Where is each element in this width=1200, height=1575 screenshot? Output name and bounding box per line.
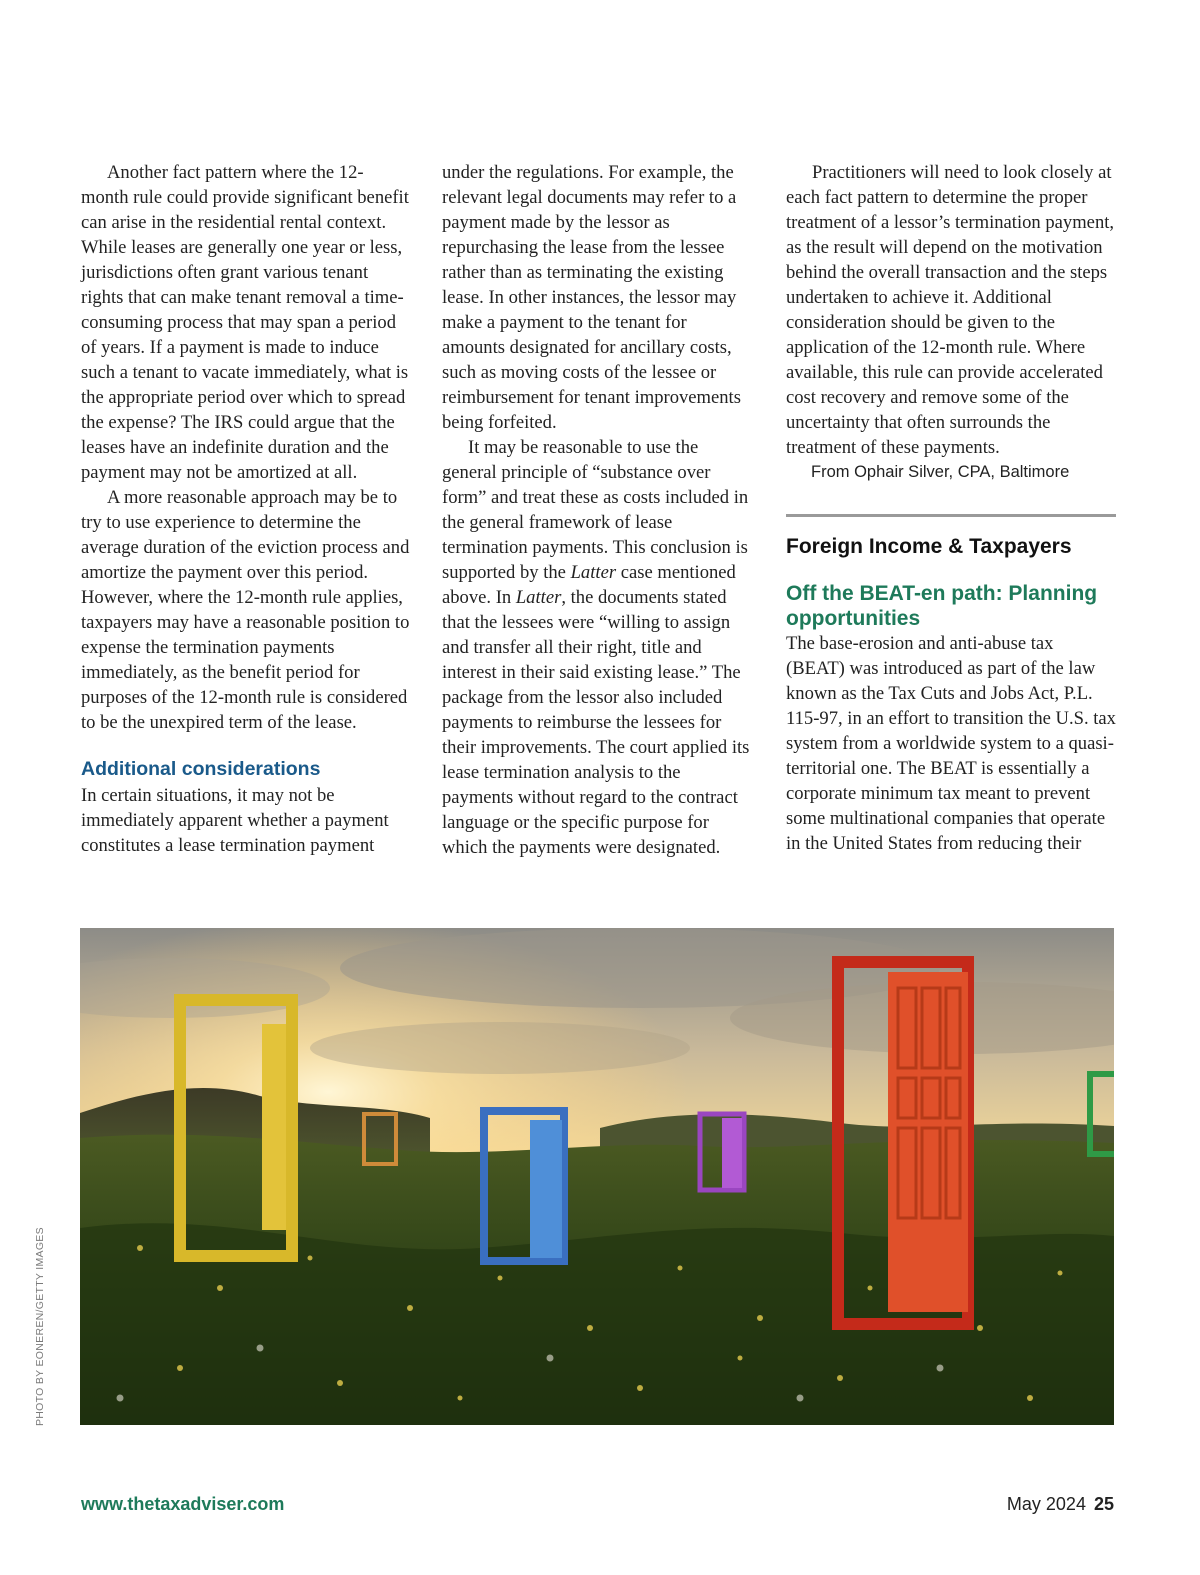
column-1 [81,160,411,858]
paragraph: A more reasonable approach may be to try to use experience to determine the average duration of the eviction process and amortize the payment over this period. However, where the 12-month rule applies, taxpayers may have a reasonable position to expense the termination payments immediately, as the benefit period for purposes of the 12-month rule is considered to be the unexpired term of the lease. [81,487,410,733]
issue-date: May 2024 [1006,1494,1086,1514]
subheading-additional-considerations: Additional considerations [81,758,321,780]
text-run: It may be reasonable to use the general principle of “substance over form” and treat these as costs included in the general framework of lease termination payments. This conclusion is supported by the [442,437,749,583]
doors-in-meadow-photo [80,928,1114,1425]
photo-credit: PHOTO BY EONEREN/GETTY IMAGES [34,1227,46,1426]
paragraph: In certain situations, it may not be immediately apparent whether a payment constitutes a lease termination payment [81,785,389,856]
column-2 [442,160,754,860]
column-3 [786,160,1116,856]
author-byline: From Ophair Silver, CPA, Baltimore [811,463,1070,481]
text-run: case mentioned above. In [442,562,736,608]
page-number: 25 [1093,1494,1114,1514]
article-heading: Off the BEAT-en path: Planning opportunities [786,582,1098,630]
section-divider [786,514,1116,517]
section-heading: Foreign Income & Taxpayers [786,535,1072,558]
paragraph: The base-erosion and anti-abuse tax (BEAT) was introduced as part of the law known as the Tax Cuts and Jobs Act, P.L. 115-97, in an effort to transition the U.S. tax system from a worldwide system to a quasi-territorial one. The BEAT is essentially a corporate minimum tax meant to prevent some multinational companies that operate in the United States from reducing their [786,633,1116,854]
page-footer [1007,1494,1114,1515]
paragraph: under the regulations. For example, the relevant legal documents may refer to a payment made by the lessor as repurchasing the lease from the lessee rather than as terminating the existing lease. In other instances, the lessor may make a payment to the tenant for amounts designated for ancillary costs, such as moving costs of the lessee or reimbursement for tenant improvements being forfeited. [442,162,741,433]
case-name-italic: Latter [570,562,617,583]
paragraph: Practitioners will need to look closely at each fact pattern to determine the proper treatment of a lessor’s termination payment, as the result will depend on the motivation behind the overall transaction and the steps undertaken to achieve it. Additional consideration should be given to the application of the 12-month rule. Where available, this rule can provide accelerated cost recovery and remove some of the uncertainty that often surrounds the treatment of these payments. [786,162,1115,458]
paragraph: Another fact pattern where the 12-month rule could provide significant benefit can arise in the residential rental context. While leases are generally one year or less, jurisdictions often grant various tenant rights that can make tenant removal a time-consuming process that may span a period of years. If a payment is made to induce such a tenant to vacate immediately, what is the appropriate period over which to spread the expense? The IRS could argue that the leases have an indefinite duration and the payment may not be amortized at all. [81,162,409,483]
paragraph [442,435,754,860]
text-run: , the documents stated that the lessees were “willing to assign and transfer all their right, title and interest in their said existing lease.” The package from the lessor also included payments to reimburse the lessees for their improvements. The court applied its lease termination analysis to the payments without regard to the contract language or the specific purpose for which the payments were designated. [442,587,750,858]
website-url[interactable]: www.thetaxadviser.com [81,1494,285,1514]
photo-illustration [80,928,1114,1425]
case-name-italic: Latter [515,587,562,608]
